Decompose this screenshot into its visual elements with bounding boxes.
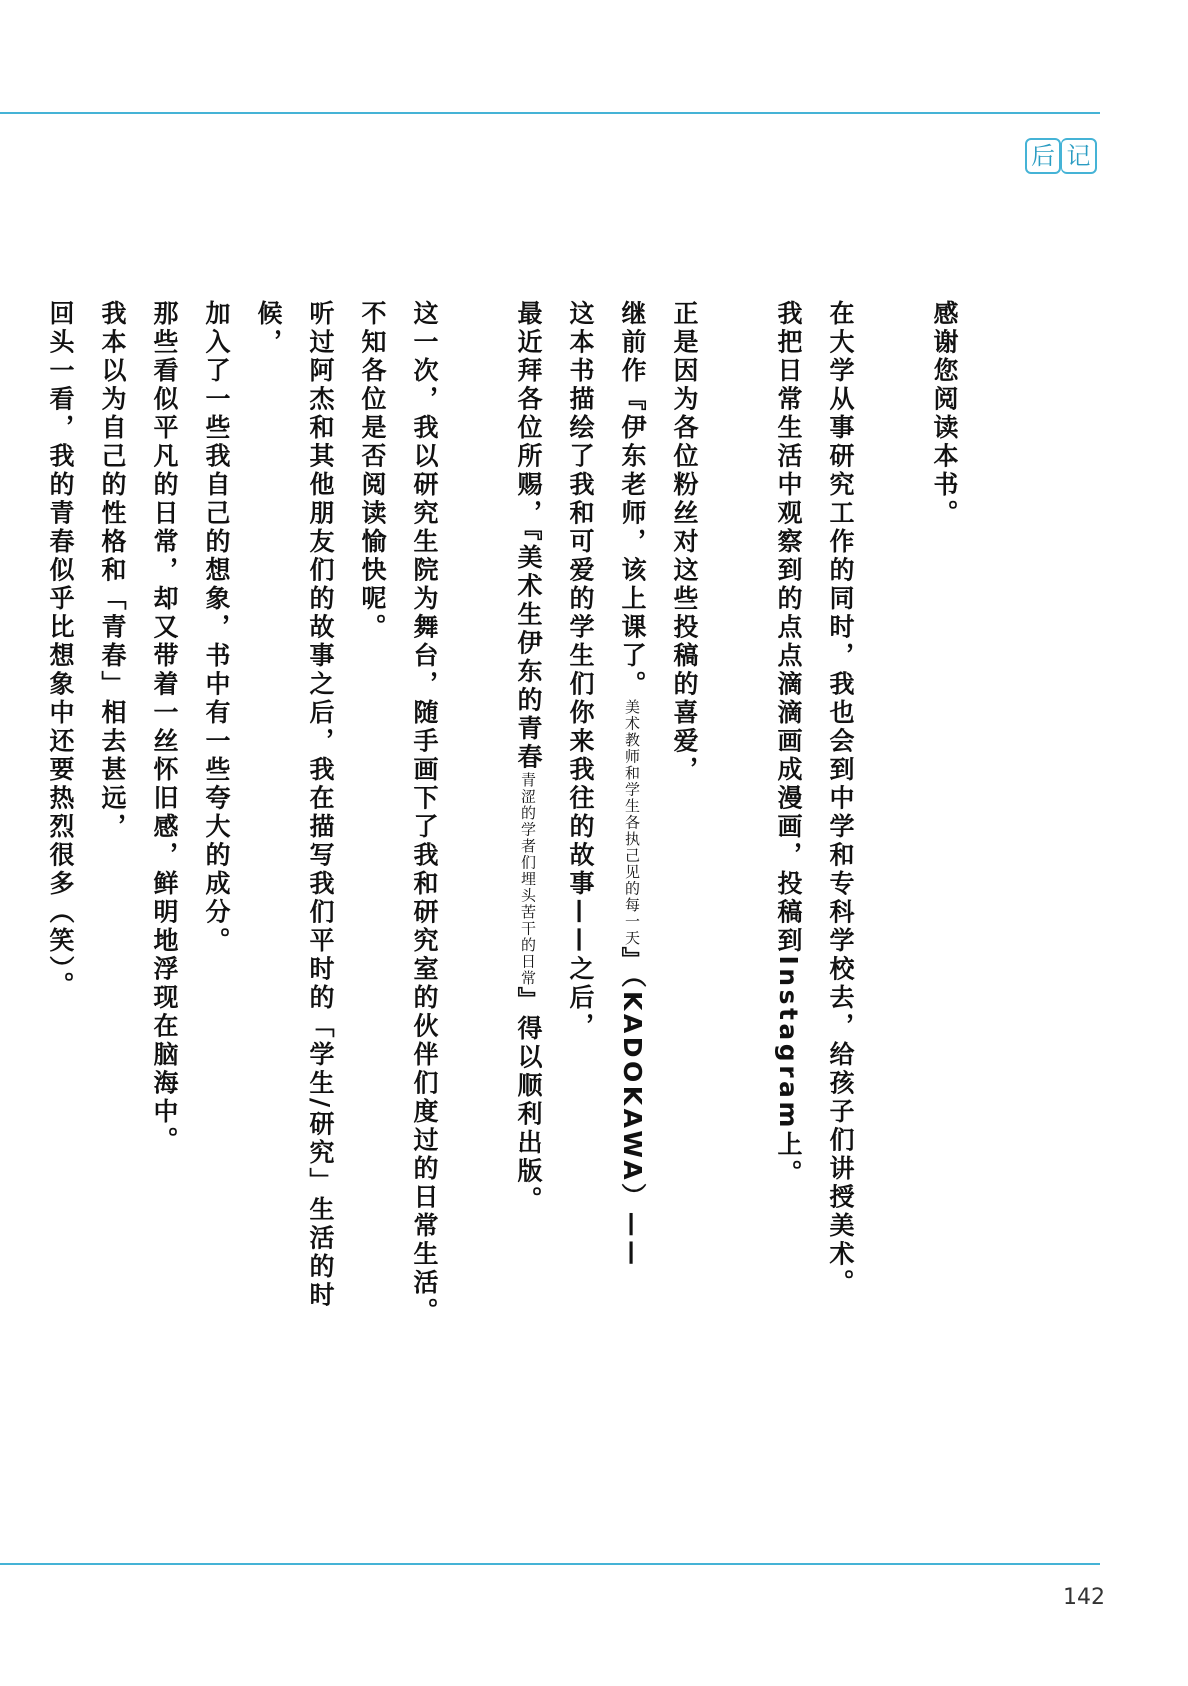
prior-book-title: 继前作『伊东老师，该上课了。 <box>618 300 647 699</box>
blank-line <box>866 300 918 1360</box>
paragraph-4: 正是因为各位粉丝对这些投稿的喜爱， <box>670 300 699 785</box>
afterword-body <box>34 300 970 1360</box>
afterword-badge <box>1025 138 1097 174</box>
badge-char-2: 记 <box>1061 138 1097 174</box>
page-number: 142 <box>1063 1585 1105 1610</box>
blank-line <box>710 300 762 1360</box>
paragraph-5 <box>606 300 658 1360</box>
current-book-ending: 』得以顺利出版。 <box>514 986 543 1215</box>
current-book-subtitle: 青涩的学者们埋头苦干的日常 <box>519 772 537 987</box>
paragraph-8: 这一次，我以研究生院为舞台，随手画下了我和研究室的伙伴们度过的日常生活。 <box>410 300 439 1326</box>
badge-char-1: 后 <box>1025 138 1061 174</box>
current-book-title: 最近拜各位所赐，『美术生伊东的青春 <box>514 300 543 772</box>
paragraph-12: 那些看似平凡的日常，却又带着一丝怀旧感，鲜明地浮现在脑海中。 <box>150 300 179 1155</box>
paragraph-9: 不知各位是否阅读愉快呢。 <box>358 300 387 642</box>
paragraph-2: 在大学从事研究工作的同时，我也会到中学和专科学校去，给孩子们讲授美术。 <box>826 300 855 1298</box>
paragraph-7 <box>502 300 554 1360</box>
prior-book-subtitle: 美术教师和学生各执己见的每一天 <box>623 699 641 947</box>
paragraph-10: 听过阿杰和其他朋友们的故事之后，我在描写我们平时的「学生/研究」生活的时候， <box>254 300 335 1311</box>
paragraph-13: 我本以为自己的性格和「青春」相去甚远， <box>98 300 127 842</box>
bottom-divider <box>0 1563 1100 1565</box>
paragraph-3: 我把日常生活中观察到的点点滴滴画成漫画，投稿到Instagram上。 <box>774 300 803 1188</box>
blank-line <box>450 300 502 1360</box>
top-divider <box>0 112 1100 114</box>
paragraph-14: 回头一看，我的青春似乎比想象中还要热烈很多（笑）。 <box>46 300 75 1000</box>
prior-book-publisher: 』（KADOKAWA）—— <box>618 946 647 1269</box>
paragraph-6: 这本书描绘了我和可爱的学生们你来我往的故事——之后， <box>566 300 595 1041</box>
paragraph-11: 加入了一些我自己的想象，书中有一些夸大的成分。 <box>202 300 231 956</box>
paragraph-1: 感谢您阅读本书。 <box>930 300 959 528</box>
